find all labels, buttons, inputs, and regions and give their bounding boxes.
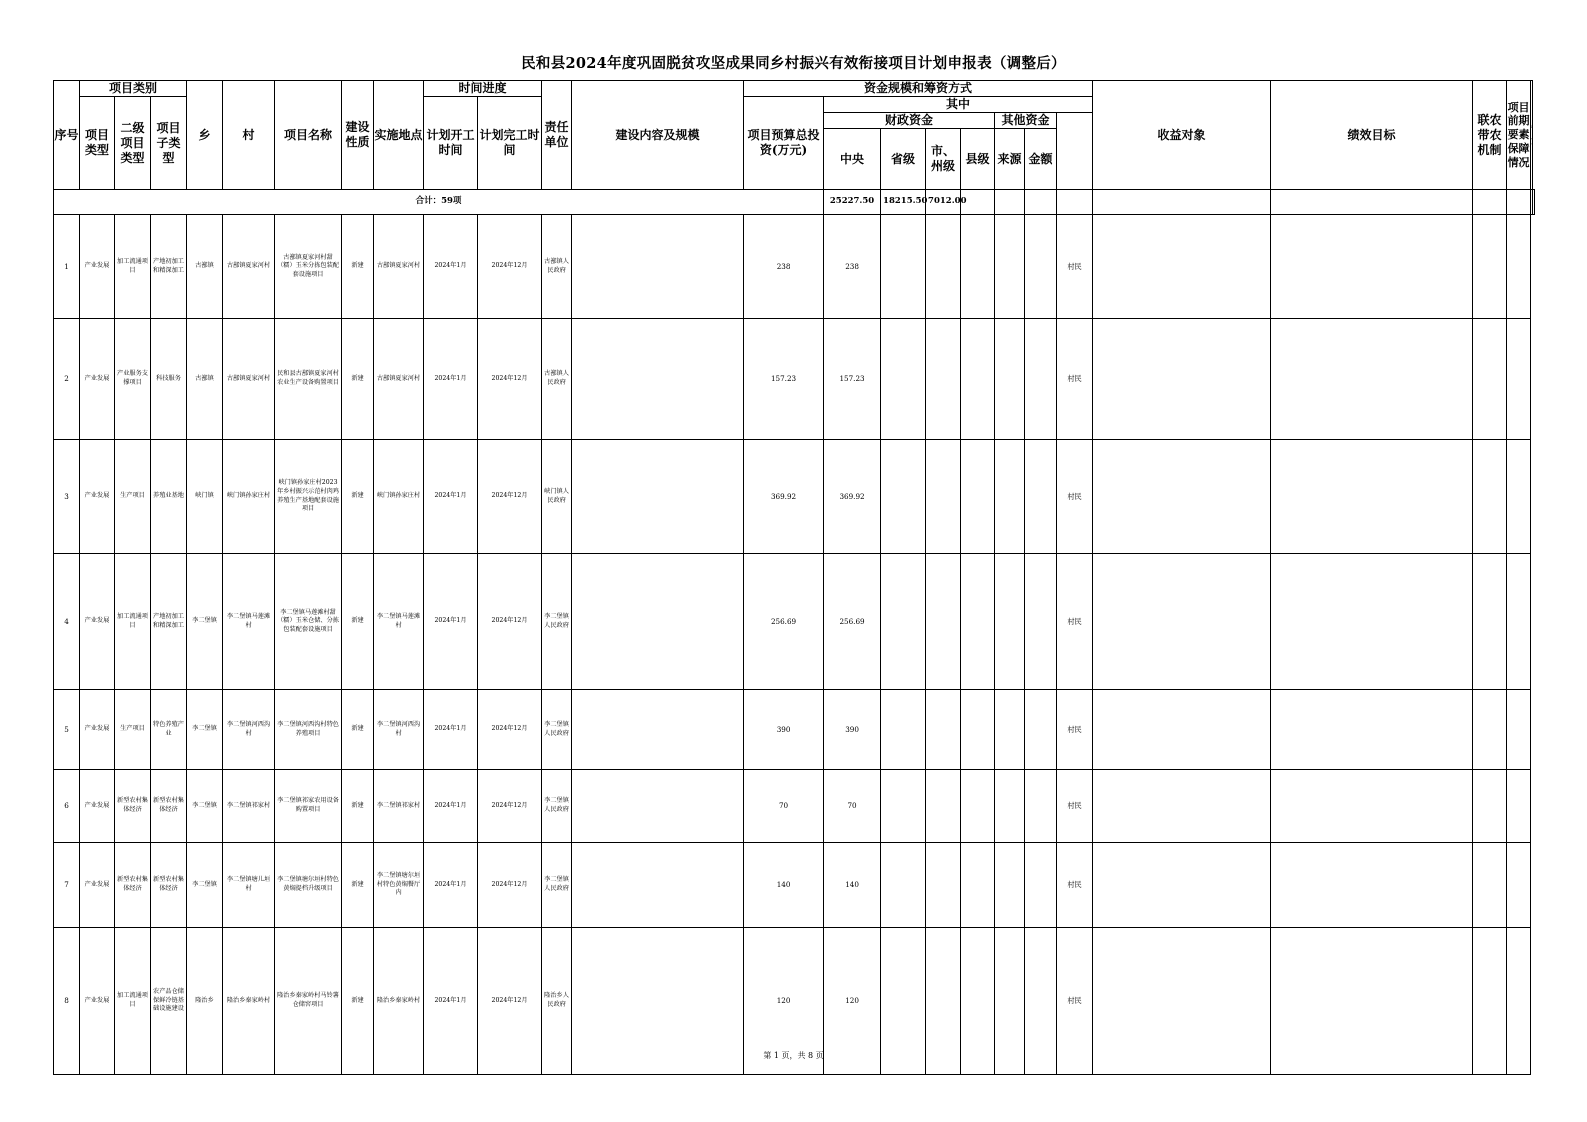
cell-village: 峡门镇孙家庄村 (223, 440, 275, 554)
cell-subtype: 产地初加工和精深加工 (151, 215, 187, 319)
cell-county (961, 843, 995, 928)
cell-prep (1473, 215, 1507, 319)
cell-note (1507, 215, 1531, 319)
cell-name: 隆治乡秦家岭村马铃薯仓储窖项目 (275, 928, 342, 1075)
cell-type: 产业发展 (80, 554, 115, 690)
cell-prep (1473, 319, 1507, 440)
cell-nature: 新建 (342, 770, 374, 843)
header-prep: 项目前期要素保障情况 (1507, 81, 1531, 190)
cell-end: 2024年12月 (478, 690, 542, 770)
cell-county (961, 440, 995, 554)
table-row (54, 440, 1535, 554)
cell-prep (1473, 554, 1507, 690)
cell-amount (1025, 770, 1057, 843)
cell-note (1507, 319, 1531, 440)
cell-province (881, 554, 926, 690)
cell-amount (1025, 440, 1057, 554)
table-row (54, 215, 1535, 319)
header-end: 计划完工时间 (478, 97, 542, 190)
cell-location: 李二堡镇河西沟村 (374, 690, 424, 770)
cell-unit: 峡门镇人民政府 (542, 440, 572, 554)
header-source: 来源 (995, 129, 1025, 190)
cell-prep (1473, 690, 1507, 770)
cell-content (572, 319, 744, 440)
cell-province (881, 690, 926, 770)
cell-township: 峡门镇 (187, 440, 223, 554)
cell-beneficiary: 村民 (1057, 770, 1093, 843)
table-row (54, 554, 1535, 690)
cell-city (926, 215, 961, 319)
cell-start: 2024年1月 (424, 690, 478, 770)
cell-goal (1093, 440, 1271, 554)
cell-seq: 8 (54, 928, 80, 1075)
cell-subtype: 科技服务 (151, 319, 187, 440)
header-content: 建设内容及规模 (572, 81, 744, 190)
cell-type: 产业发展 (80, 215, 115, 319)
cell-village: 李二堡镇祁家村 (223, 770, 275, 843)
cell-source (995, 843, 1025, 928)
cell-source (995, 215, 1025, 319)
cell-goal (1093, 554, 1271, 690)
summary-central: 18215.50 (881, 190, 926, 215)
cell-note (1507, 440, 1531, 554)
cell-unit: 隆治乡人民政府 (542, 928, 572, 1075)
cell-total: 157.23 (744, 319, 824, 440)
cell-village: 李二堡镇塘儿垣村 (223, 843, 275, 928)
cell-unit: 李二堡镇人民政府 (542, 770, 572, 843)
header-city: 市、州级 (926, 129, 961, 190)
cell-subtype2: 生产项目 (115, 690, 151, 770)
cell-goal (1093, 690, 1271, 770)
cell-content (572, 215, 744, 319)
cell-end: 2024年12月 (478, 554, 542, 690)
header-link: 联农带农机制 (1473, 81, 1507, 190)
header-subtype: 项目子类型 (151, 97, 187, 190)
cell-link (1271, 690, 1473, 770)
cell-subtype2: 产业服务支撑项目 (115, 319, 151, 440)
cell-beneficiary: 村民 (1057, 843, 1093, 928)
cell-start: 2024年1月 (424, 554, 478, 690)
cell-city (926, 440, 961, 554)
cell-nature: 新建 (342, 440, 374, 554)
cell-link (1271, 319, 1473, 440)
cell-province (881, 843, 926, 928)
cell-central: 157.23 (824, 319, 881, 440)
cell-subtype2: 加工流通项目 (115, 928, 151, 1075)
cell-county (961, 319, 995, 440)
cell-province (881, 215, 926, 319)
cell-end: 2024年12月 (478, 440, 542, 554)
cell-subtype: 特色养殖产业 (151, 690, 187, 770)
summary-row (54, 190, 1535, 215)
cell-name: 李二堡镇马莲滩村甜（糯）玉米仓储、分拣包装配套设施项目 (275, 554, 342, 690)
cell-central: 369.92 (824, 440, 881, 554)
cell-beneficiary: 村民 (1057, 690, 1093, 770)
cell-location: 古鄯镇夏家河村 (374, 319, 424, 440)
cell-amount (1025, 554, 1057, 690)
cell-end: 2024年12月 (478, 770, 542, 843)
cell-end: 2024年12月 (478, 319, 542, 440)
cell-location: 李二堡镇祁家村 (374, 770, 424, 843)
cell-county (961, 554, 995, 690)
cell-township: 李二堡镇 (187, 690, 223, 770)
cell-unit: 古鄯镇人民政府 (542, 215, 572, 319)
table-row (54, 690, 1535, 770)
cell-city (926, 554, 961, 690)
cell-city (926, 770, 961, 843)
cell-source (995, 554, 1025, 690)
cell-goal (1093, 215, 1271, 319)
cell-village: 古鄯镇夏家河村 (223, 215, 275, 319)
cell-village: 古鄯镇夏家河村 (223, 319, 275, 440)
summary-label: 合计：59项 (54, 190, 824, 215)
cell-location: 峡门镇孙家庄村 (374, 440, 424, 554)
header-province: 省级 (881, 129, 926, 190)
cell-unit: 古鄯镇人民政府 (542, 319, 572, 440)
cell-township: 李二堡镇 (187, 554, 223, 690)
cell-subtype2: 新型农村集体经济 (115, 843, 151, 928)
table-row (54, 319, 1535, 440)
cell-note (1507, 554, 1531, 690)
cell-type: 产业发展 (80, 319, 115, 440)
cell-start: 2024年1月 (424, 319, 478, 440)
cell-beneficiary: 村民 (1057, 440, 1093, 554)
cell-central: 70 (824, 770, 881, 843)
cell-source (995, 319, 1025, 440)
header-fund-group: 资金规模和筹资方式 (744, 81, 1093, 97)
cell-prep (1473, 843, 1507, 928)
header-of-which: 其中 (824, 97, 1093, 113)
header-amount: 金额 (1025, 129, 1057, 190)
header-beneficiary: 收益对象 (1093, 81, 1271, 190)
cell-total: 70 (744, 770, 824, 843)
cell-location: 李二堡镇马莲滩村 (374, 554, 424, 690)
cell-unit: 李二堡镇人民政府 (542, 690, 572, 770)
cell-township: 李二堡镇 (187, 843, 223, 928)
header-nature: 建设性质 (342, 81, 374, 190)
header-time-group: 时间进度 (424, 81, 542, 97)
table-row (54, 770, 1535, 843)
cell-county (961, 215, 995, 319)
cell-village: 李二堡镇河西沟村 (223, 690, 275, 770)
cell-start: 2024年1月 (424, 843, 478, 928)
cell-start: 2024年1月 (424, 215, 478, 319)
cell-seq: 6 (54, 770, 80, 843)
cell-type: 产业发展 (80, 690, 115, 770)
cell-nature: 新建 (342, 319, 374, 440)
cell-content (572, 440, 744, 554)
cell-city (926, 319, 961, 440)
cell-goal (1093, 843, 1271, 928)
cell-province (881, 319, 926, 440)
cell-central: 390 (824, 690, 881, 770)
cell-name: 民和县古鄯镇夏家河村农业生产设备购置项目 (275, 319, 342, 440)
cell-content (572, 770, 744, 843)
cell-name: 峡门镇孙家庄村2023年乡村振兴示范村肉鸡养殖生产基地配套设施项目 (275, 440, 342, 554)
cell-subtype2: 加工流通项目 (115, 215, 151, 319)
table-row (54, 843, 1535, 928)
cell-city (926, 843, 961, 928)
cell-subtype: 产地初加工和精深加工 (151, 554, 187, 690)
cell-city (926, 690, 961, 770)
cell-nature: 新建 (342, 215, 374, 319)
cell-total: 390 (744, 690, 824, 770)
cell-seq: 4 (54, 554, 80, 690)
cell-seq: 2 (54, 319, 80, 440)
cell-name: 古鄯镇夏家河村甜（糯）玉米分拣包装配套设施项目 (275, 215, 342, 319)
header-name: 项目名称 (275, 81, 342, 190)
header-township: 乡 (187, 81, 223, 190)
cell-end: 2024年12月 (478, 215, 542, 319)
cell-subtype2: 新型农村集体经济 (115, 770, 151, 843)
header-village: 村 (223, 81, 275, 190)
cell-central: 238 (824, 215, 881, 319)
cell-type: 产业发展 (80, 440, 115, 554)
cell-nature: 新建 (342, 690, 374, 770)
cell-amount (1025, 843, 1057, 928)
cell-content (572, 554, 744, 690)
cell-beneficiary: 村民 (1057, 554, 1093, 690)
cell-start: 2024年1月 (424, 770, 478, 843)
cell-township: 李二堡镇 (187, 770, 223, 843)
cell-link (1271, 554, 1473, 690)
cell-goal (1093, 319, 1271, 440)
cell-note (1507, 770, 1531, 843)
cell-nature: 新建 (342, 554, 374, 690)
cell-location: 李二堡镇塘尔垣村特色黄焖餐厅内 (374, 843, 424, 928)
cell-subtype: 新型农村集体经济 (151, 843, 187, 928)
page-title: 民和县2024年度巩固脱贫攻坚成果同乡村振兴有效衔接项目计划申报表（调整后） (521, 55, 1066, 72)
cell-total: 120 (744, 928, 824, 1075)
cell-subtype2: 加工流通项目 (115, 554, 151, 690)
header-location: 实施地点 (374, 81, 424, 190)
cell-location: 古鄯镇夏家河村 (374, 215, 424, 319)
cell-prep (1473, 440, 1507, 554)
cell-type: 产业发展 (80, 843, 115, 928)
cell-total: 369.92 (744, 440, 824, 554)
header-subtype2: 二级项目类型 (115, 97, 151, 190)
cell-name: 李二堡镇河西沟村特色养殖项目 (275, 690, 342, 770)
cell-nature: 新建 (342, 928, 374, 1075)
cell-beneficiary: 村民 (1057, 319, 1093, 440)
cell-location: 隆治乡秦家岭村 (374, 928, 424, 1075)
cell-subtype: 农产品仓储保鲜冷链基础设施建设 (151, 928, 187, 1075)
cell-type: 产业发展 (80, 928, 115, 1075)
header-type: 项目类型 (80, 97, 115, 190)
cell-township: 古鄯镇 (187, 319, 223, 440)
cell-link (1271, 843, 1473, 928)
cell-subtype: 养殖业基地 (151, 440, 187, 554)
cell-link (1271, 440, 1473, 554)
cell-seq: 3 (54, 440, 80, 554)
cell-county (961, 690, 995, 770)
cell-nature: 新建 (342, 843, 374, 928)
cell-prep (1473, 770, 1507, 843)
cell-source (995, 770, 1025, 843)
summary-total: 25227.50 (824, 190, 881, 215)
cell-total: 256.69 (744, 554, 824, 690)
cell-type: 产业发展 (80, 770, 115, 843)
cell-amount (1025, 319, 1057, 440)
project-table (53, 80, 1535, 1075)
cell-county (961, 770, 995, 843)
header-total: 项目预算总投资(万元) (744, 97, 824, 190)
cell-subtype2: 生产项目 (115, 440, 151, 554)
header-fiscal: 财政资金 (824, 113, 995, 129)
cell-goal (1093, 770, 1271, 843)
header-seq: 序号 (54, 81, 80, 190)
cell-note (1507, 843, 1531, 928)
cell-central: 140 (824, 843, 881, 928)
header-category-group: 项目类别 (80, 81, 187, 97)
header-unit: 责任单位 (542, 81, 572, 190)
cell-link (1271, 215, 1473, 319)
cell-end: 2024年12月 (478, 843, 542, 928)
cell-start: 2024年1月 (424, 928, 478, 1075)
cell-end: 2024年12月 (478, 928, 542, 1075)
cell-central: 120 (824, 928, 881, 1075)
cell-source (995, 690, 1025, 770)
cell-amount (1025, 690, 1057, 770)
cell-link (1271, 770, 1473, 843)
cell-start: 2024年1月 (424, 440, 478, 554)
cell-central: 256.69 (824, 554, 881, 690)
cell-beneficiary: 村民 (1057, 215, 1093, 319)
cell-note (1507, 690, 1531, 770)
header-other: 其他资金 (995, 113, 1057, 129)
cell-total: 140 (744, 843, 824, 928)
cell-name: 李二堡镇塘尔垣村特色黄焖提档升级项目 (275, 843, 342, 928)
cell-township: 隆治乡 (187, 928, 223, 1075)
header-start: 计划开工时间 (424, 97, 478, 190)
cell-village: 李二堡镇马莲滩村 (223, 554, 275, 690)
cell-amount (1025, 215, 1057, 319)
page-footer: 第 1 页，共 8 页 (763, 1051, 824, 1060)
cell-source (995, 440, 1025, 554)
summary-province: 7012.00 (926, 190, 961, 215)
cell-township: 古鄯镇 (187, 215, 223, 319)
cell-content (572, 690, 744, 770)
header-note (1531, 81, 1533, 190)
cell-village: 隆治乡秦家岭村 (223, 928, 275, 1075)
cell-seq: 1 (54, 215, 80, 319)
cell-subtype: 新型农村集体经济 (151, 770, 187, 843)
cell-seq: 5 (54, 690, 80, 770)
cell-name: 李二堡镇祁家农用设备购置项目 (275, 770, 342, 843)
cell-unit: 李二堡镇人民政府 (542, 843, 572, 928)
header-goal: 绩效目标 (1271, 81, 1473, 190)
header-central: 中央 (824, 129, 881, 190)
header-county: 县级 (961, 129, 995, 190)
cell-unit: 李二堡镇人民政府 (542, 554, 572, 690)
cell-total: 238 (744, 215, 824, 319)
cell-beneficiary: 村民 (1057, 928, 1093, 1075)
cell-province (881, 440, 926, 554)
cell-content (572, 843, 744, 928)
cell-province (881, 770, 926, 843)
cell-seq: 7 (54, 843, 80, 928)
